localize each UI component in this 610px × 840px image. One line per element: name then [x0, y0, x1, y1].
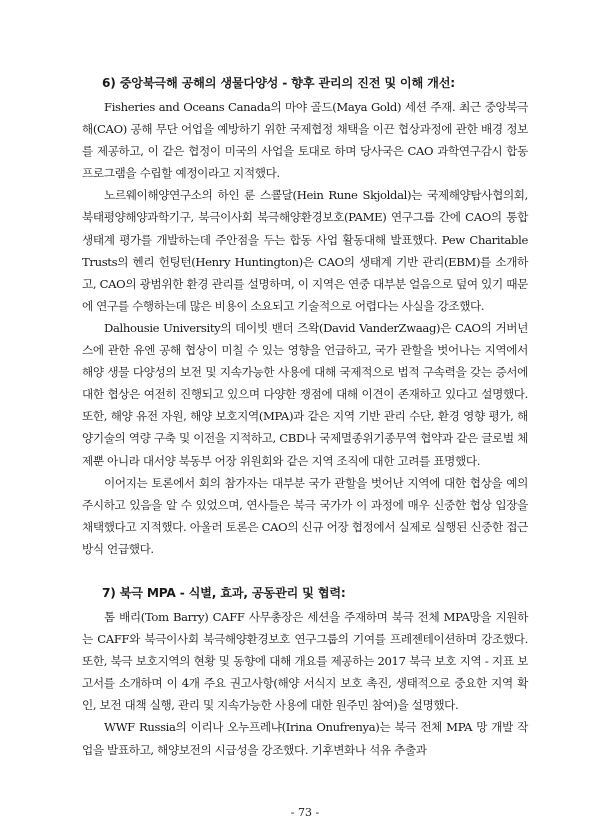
- page-number: - 73 -: [290, 806, 320, 819]
- paragraph: Dalhousie University의 데이빗 밴더 즈왁(David VanderZwaag)은 CAO의 거버넌스에 관한 유엔 공해 협상이 미칠 수 있는 영향을 언급하고, 국가 관할을 벗어나는 지역에서 해양 생물 다양성의 보전 및 지속가능한 사용에 대해 국제적으로 법적 구속력을 갖는 증서에 대한 협상은 여전히 진행되고 있으며 다양한 쟁점에 대해 이견이 존재하고 있다고 설명했다. 또한, 해양 유전 자원, 해양 보호지역(MPA)과 같은 지역 기반 관리 수단, 환경 영향 평가, 해양기술의 역량 구축 및 이전을 지적하고, CBD나 국제멸종위기종무역 협약과 같은 글로벌 체제뿐 아니라 대서양 북동부 어장 위원회와 같은 지역 조직에 대한 고려를 표명했다.: [82, 320, 528, 468]
- page-content: [82, 72, 528, 761]
- section-heading-6: 6) 중앙북극해 공해의 생물다양성 - 향후 관리의 진전 및 이해 개선:: [102, 76, 455, 90]
- paragraph: Fisheries and Oceans Canada의 마야 골드(Maya Gold) 세션 주재. 최근 중앙북극해(CAO) 공해 무단 어업을 예방하기 위한 국제협정 채택을 이끈 협상과정에 관한 배경 정보를 제공하고, 이 같은 협정이 미국의 사업을 토대로 하며 당사국은 CAO 과학연구감시 합동 프로그램을 수립할 예정이라고 지적했다.: [82, 100, 528, 181]
- paragraph: 톰 배리(Tom Barry) CAFF 사무총장은 세션을 주재하며 북극 전체 MPA망을 지원하는 CAFF와 북극이사회 북극해양환경보호 연구그룹의 기여를 프레젠테이션하며 강조했다. 또한, 북극 보호지역의 현황 및 동향에 대해 개요를 제공하는 2017 북극 보호 지역 - 지표 보고서를 소개하며 이 4개 주요 권고사항(해양 서식지 보호 촉진, 생태적으로 중요한 지역 확인, 보전 대책 실행, 관리 및 지속가능한 사용에 대한 원주민 참여)을 설명했다.: [82, 609, 528, 713]
- section-heading-7: 7) 북극 MPA - 식별, 효과, 공동관리 및 협력:: [102, 585, 346, 600]
- section-spacer: [82, 560, 528, 582]
- paragraph: 노르웨이해양연구소의 하인 룬 스쿌달(Hein Rune Skjoldal)는 국제해양탐사협의회, 북태평양해양과학기구, 북극이사회 북극해양환경보호(PAME) 연구그룹 간에 CAO의 통합 생태계 평가를 개발하는데 주안점을 두는 합동 사업 활동대해 발표했다. Pew Charitable Trusts의 헨리 헌팅턴(Henry Huntington)은 CAO의 생태계 기반 관리(EBM)를 소개하고, CAO의 광범위한 환경 관리를 설명하며, 이 지역은 연중 대부분 얼음으로 덮여 있기 때문에 연구를 수행하는데 많은 비용이 소요되고 기술적으로 어렵다는 사실을 강조했다.: [82, 188, 528, 313]
- paragraph: 이어지는 토론에서 회의 참가자는 대부분 국가 관할을 벗어난 지역에 대한 협상을 예의주시하고 있음을 알 수 있었으며, 연사들은 북극 국가가 이 과정에 매우 신중한 협상 입장을 채택했다고 지적했다. 아울러 토론은 CAO의 신규 어장 협정에서 실제로 실행된 신중한 접근방식 언급했다.: [82, 475, 528, 556]
- paragraph: WWF Russia의 이리나 오누프레냐(Irina Onufrenya)는 북극 전체 MPA 망 개발 작업을 발표하고, 해양보전의 시급성을 강조했다. 기후변화나 석유 추출과: [82, 720, 528, 757]
